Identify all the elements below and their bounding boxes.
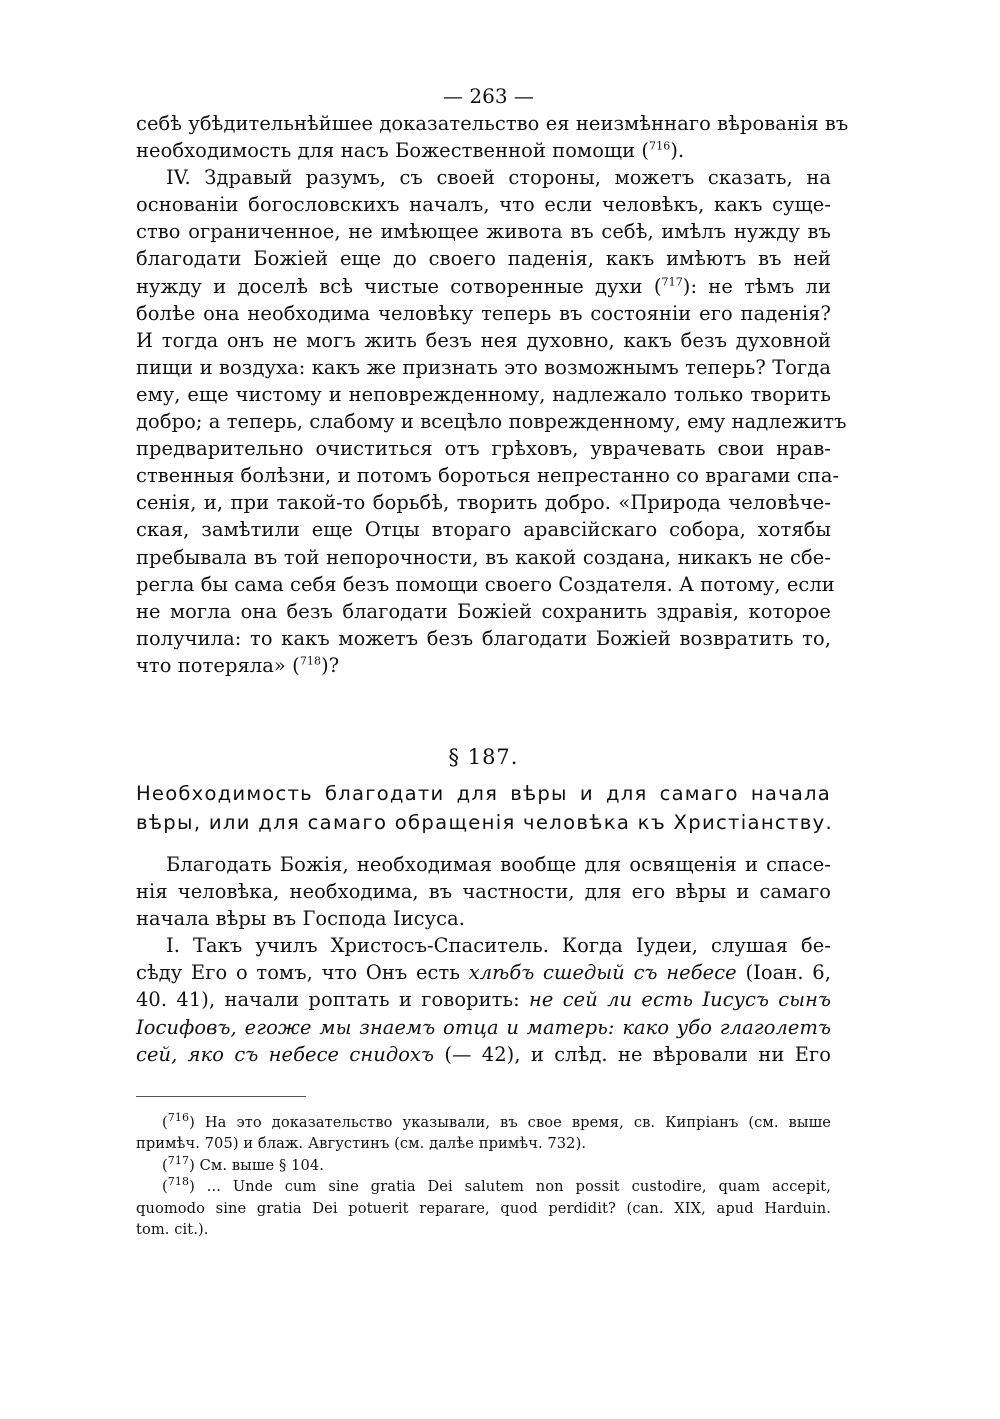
text-line: регла бы сама себя безъ помощи своего Создателя. А потому, если bbox=[136, 572, 835, 596]
text-line: болѣе она необходима человѣку теперь въ состояніи его паденія? bbox=[136, 301, 831, 325]
heading-line: вѣры, или для самаго обращенія человѣка къ Христіанству. bbox=[136, 810, 833, 834]
text-line: И тогда онъ не могъ жить безъ нея духовно, какъ безъ духовной bbox=[136, 328, 831, 352]
italic-quote: хлѣбъ сшедый съ небесе bbox=[468, 961, 737, 985]
text-line: себѣ убѣдительнѣйшее доказательство ея неизмѣннаго вѣрованія въ bbox=[136, 112, 849, 135]
text-line: пищи и воздуха: какъ же признать это возможнымъ теперь? Тогда bbox=[136, 355, 831, 379]
text-line: получила: то какъ можетъ безъ благодати Божiей возвратить то, bbox=[136, 626, 831, 650]
italic-quote: сей, яко съ небесе снидохъ bbox=[136, 1042, 435, 1066]
text-line: ственныя болѣзни, и потомъ бороться непрестанно со врагами спа- bbox=[136, 464, 840, 488]
paragraph-continuation bbox=[136, 110, 849, 164]
text-line: ство ограниченное, не имѣющее живота въ себѣ, имѣлъ нужду въ bbox=[136, 220, 831, 244]
text-line bbox=[136, 1014, 831, 1041]
footnote-ref: 717 bbox=[167, 1153, 190, 1167]
italic-quote: Іосифовъ, егоже мы знаемъ отца и матерь: како убо глаголетъ bbox=[136, 1015, 831, 1039]
text-line: не могла она безъ благодати Божіей сохранить здравія, которое bbox=[136, 599, 831, 623]
footnote: ($^{718}$) ... Unde cum sine gratia Dei salutem non possit custodire, quam accepit, bbox=[162, 1175, 831, 1196]
footnote: ($^{717}$) См. выше § 104. bbox=[162, 1153, 325, 1174]
footnote-ref: 718 bbox=[167, 1175, 190, 1189]
paragraph-i bbox=[136, 932, 831, 1067]
text-line: Благодать Божія, необходимая вообще для освященія и спасе- bbox=[166, 852, 831, 876]
text-line: предварительно очиститься отъ грѣховъ, уврачевать свои нрав- bbox=[136, 437, 831, 461]
paragraph-iv bbox=[136, 164, 847, 679]
text-line: сѣду Его о томъ, что Онъ есть хлѣбъ сшедый съ небесе (Іоан. 6, bbox=[136, 961, 831, 985]
footnote-ref: 716 bbox=[167, 1110, 190, 1124]
text-line: IV. Здравый разумъ, съ своей стороны, можетъ сказать, на bbox=[166, 166, 831, 190]
section-heading bbox=[136, 779, 831, 837]
text-line: нужду и доселѣ всѣ чистые сотворенные духи ($^{717}$): не тѣмъ ли bbox=[136, 274, 831, 298]
text-line: сей, яко съ небесе снидохъ (— 42), и слѣд. не вѣровали ни Его bbox=[136, 1042, 831, 1066]
text-line: сенія, и, при такой-то борьбѣ, творить добро. «Природа человѣче- bbox=[136, 491, 831, 515]
text-line: I. Такъ училъ Христосъ-Спаситель. Когда Іудеи, слушая бе- bbox=[166, 934, 831, 958]
text-line: основанiи богословскихъ началъ, что если человѣкъ, какъ суще- bbox=[136, 193, 831, 217]
footnote-line: quomodo sine gratia Dei potuerit reparare, quod perdidit? (can. XIX, apud Harduin. bbox=[136, 1199, 831, 1217]
text-line: ему, еще чистому и неповрежденному, надлежало только творить bbox=[136, 382, 831, 406]
text-line: необходимость для насъ Божественной помощи ($^{716}$). bbox=[136, 139, 685, 163]
heading-line: Необходимость благодати для вѣры и для самаго начала bbox=[136, 781, 831, 805]
footnote-line: примѣч. 705) и блаж. Августинъ (см. далѣе примѣч. 732). bbox=[136, 1135, 587, 1153]
italic-quote: не сей ли есть Іисусъ сынъ bbox=[529, 988, 832, 1012]
paragraph-intro bbox=[136, 851, 831, 932]
footnote-ref: 716 bbox=[649, 139, 671, 153]
text-line: добро; а теперь, слабому и всецѣло поврежденному, ему надлежитъ bbox=[136, 410, 847, 434]
section-number: § 187. bbox=[448, 744, 519, 769]
footnote-line: tom. cit.). bbox=[136, 1221, 209, 1239]
text-line: 40. 41), начали роптать и говорить: не сей ли есть Іисусъ сынъ bbox=[136, 988, 832, 1012]
footnote-ref: 718 bbox=[299, 654, 322, 668]
text-line: пребывала въ той непорочности, въ какой создана, никакъ не сбе- bbox=[136, 545, 831, 569]
text-line: нія человѣка, необходима, въ частности, для его вѣры и самаго bbox=[136, 880, 831, 904]
footnote-ref: 717 bbox=[661, 275, 683, 289]
text-line: что потеряла» ($^{718}$)? bbox=[136, 653, 340, 677]
text-line: ская, замѣтили еще Отцы втораго аравсійскаго собора, хотябы bbox=[136, 518, 831, 542]
text-line: начала вѣры въ Господа Іисуса. bbox=[136, 907, 466, 931]
text-line: благодати Божiей еще до своего паденія, какъ имѣютъ въ ней bbox=[136, 247, 831, 271]
footnote-separator bbox=[136, 1078, 831, 1112]
footnotes bbox=[136, 1112, 831, 1241]
page-number: — 263 — bbox=[443, 84, 534, 108]
page bbox=[136, 82, 849, 1241]
footnote: ($^{716}$) На это доказательство указывали, въ свое время, св. Кипріанъ (см. выше bbox=[162, 1110, 831, 1131]
